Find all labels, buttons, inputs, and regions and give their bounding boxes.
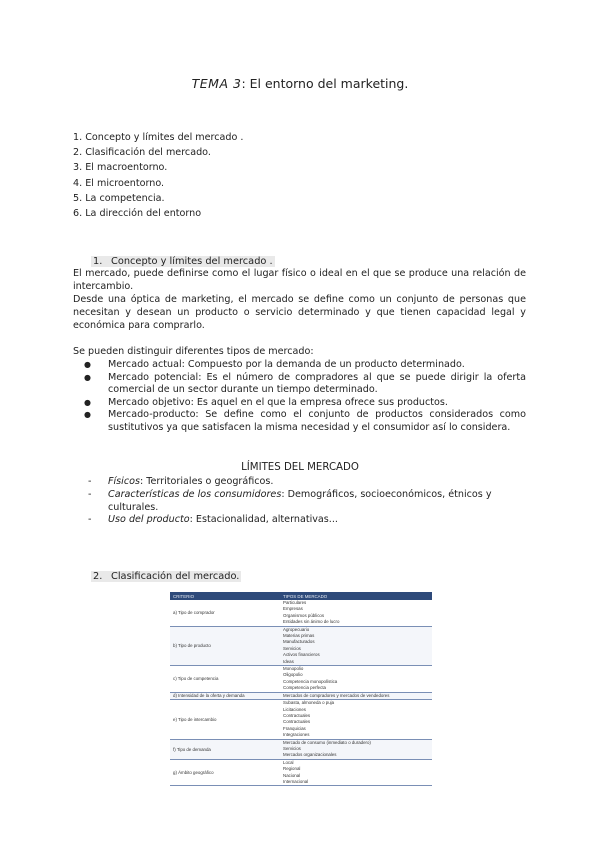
toc-item: 5. La competencia. xyxy=(73,192,165,204)
paragraph-definition: El mercado, puede definirse como el lugar físico o ideal en el que se produce una relación de intercambio. xyxy=(73,268,526,292)
types-cell xyxy=(280,666,432,693)
type-item: Agropecuario xyxy=(283,626,310,632)
section-2-number: 2. xyxy=(93,571,103,582)
table-header-row xyxy=(170,592,432,600)
criterion-cell: a) Tipo de comprador xyxy=(170,600,280,626)
limit-term: Características de los consumidores xyxy=(108,488,282,500)
list-item: ● Mercado actual: Compuesto por la demanda de un producto determinado. xyxy=(82,359,526,372)
table-header-cell: TIPOS DE MERCADO xyxy=(280,592,432,600)
list-item: ● Mercado potencial: Es el número de compradores al que se puede dirigir la oferta comercial de un sector durante un tiempo determinado. xyxy=(82,372,526,397)
page-title xyxy=(0,76,600,91)
type-item: Oligopolio xyxy=(283,672,303,678)
type-item: Subasta, almoneda o puja xyxy=(283,700,335,706)
toc-item: 3. El macroentorno. xyxy=(73,162,168,174)
type-item: Entidades sin ánimo de lucro xyxy=(283,619,340,625)
criterion-cell: f) Tipo de demanda xyxy=(170,739,280,759)
type-item: Franquicias xyxy=(283,725,306,731)
type-item: Activos financieros xyxy=(283,652,320,658)
type-item: Nacional xyxy=(283,772,301,778)
limit-text: : Territoriales o geográficos. xyxy=(140,476,274,487)
types-cell xyxy=(280,600,432,626)
toc-item: 1. Concepto y límites del mercado . xyxy=(73,132,244,143)
type-item: Monopolio xyxy=(283,666,304,672)
type-item: Integraciones xyxy=(283,732,310,738)
list-item xyxy=(88,489,528,515)
toc-item: 4. El microentorno. xyxy=(73,177,165,189)
table-row xyxy=(170,600,432,626)
title-tema: TEMA 3 xyxy=(191,76,242,91)
table-row xyxy=(170,626,432,665)
section-1-heading xyxy=(91,249,275,268)
table-row xyxy=(170,759,432,786)
type-item: Servicios xyxy=(283,745,301,751)
title-sep: : xyxy=(241,76,246,91)
type-item: Licitaciones xyxy=(283,706,306,712)
types-cell xyxy=(280,739,432,759)
type-item: Manufacturados xyxy=(283,639,315,645)
type-item: Internacional xyxy=(283,778,309,784)
criterion-cell: b) Tipo de producto xyxy=(170,626,280,665)
type-item: Contractuales xyxy=(283,712,311,718)
list-item xyxy=(88,476,528,489)
paragraph-types-intro: Se pueden distinguir diferentes tipos de mercado: xyxy=(73,346,314,357)
criterion-cell: d) Intensidad de la oferta y demanda xyxy=(170,692,280,699)
section-2-heading xyxy=(91,564,241,583)
limit-term: Uso del producto xyxy=(108,514,190,526)
type-item: Ideas xyxy=(283,658,294,664)
type-item: Competencia monopolística xyxy=(283,678,338,684)
type-item: Empresas xyxy=(283,606,303,612)
criterion-cell: c) Tipo de competencia xyxy=(170,666,280,693)
toc-item: 6. La dirección del entorno xyxy=(73,208,202,220)
type-item: Mercado de consumo (inmediato o duradero) xyxy=(283,739,371,745)
table-row xyxy=(170,739,432,759)
type-item: Competencia perfecta xyxy=(283,685,326,691)
list-item xyxy=(88,514,528,527)
table-header-cell: CRITERIO xyxy=(170,592,280,600)
limit-text: : Demográficos, socioeconómicos, étnicos y culturales. xyxy=(108,488,492,513)
type-item: Particulares xyxy=(283,600,307,605)
type-item: Mercados de compradores y mercados de vendedores xyxy=(283,692,390,698)
list-item: ● Mercado objetivo: Es aquel en el que la empresa ofrece sus productos. xyxy=(82,397,526,410)
market-types-list xyxy=(82,359,526,435)
limit-text: : Estacionalidad, alternativas... xyxy=(189,514,338,526)
table-row xyxy=(170,692,432,699)
section-2-title: Clasificación del mercado. xyxy=(111,571,240,582)
criterion-cell: e) Tipo de intercambio xyxy=(170,700,280,739)
list-item: ● Mercado-producto: Se define como el conjunto de productos considerados como sustitutivos ya que satisfacen la misma necesidad y el consumidor así lo considera. xyxy=(82,409,526,434)
types-cell xyxy=(280,700,432,739)
table-of-contents xyxy=(73,130,243,221)
type-item: Materias primas xyxy=(283,633,315,639)
type-item: Contractuales xyxy=(283,719,311,725)
table-row xyxy=(170,700,432,739)
paragraph-marketing: Desde una óptica de marketing, el mercado se define como un conjunto de personas que necesitan y desean un producto o servicio determinado y que tienen capacidad legal y económica para comprarlo. xyxy=(73,294,526,331)
section-1-number: 1. xyxy=(93,256,103,267)
type-item: Organismos públicos xyxy=(283,612,325,618)
type-item: Servicios xyxy=(283,645,301,651)
limit-term: Físicos xyxy=(108,476,140,487)
type-item: Regional xyxy=(283,766,301,772)
type-item: Local xyxy=(283,759,294,765)
type-item: Mercados organizacionales xyxy=(283,752,337,758)
toc-item: 2. Clasificación del mercado. xyxy=(73,147,211,159)
limits-list xyxy=(88,476,528,527)
criterion-cell: g) Ámbito geográfico xyxy=(170,759,280,786)
types-cell xyxy=(280,626,432,665)
classification-table xyxy=(170,592,432,786)
types-cell xyxy=(280,692,432,699)
section-1-title: Concepto y límites del mercado . xyxy=(111,256,273,267)
table-row xyxy=(170,666,432,693)
types-cell xyxy=(280,759,432,786)
limits-heading: LÍMITES DEL MERCADO xyxy=(241,462,359,473)
title-text: El entorno del marketing. xyxy=(245,76,409,91)
